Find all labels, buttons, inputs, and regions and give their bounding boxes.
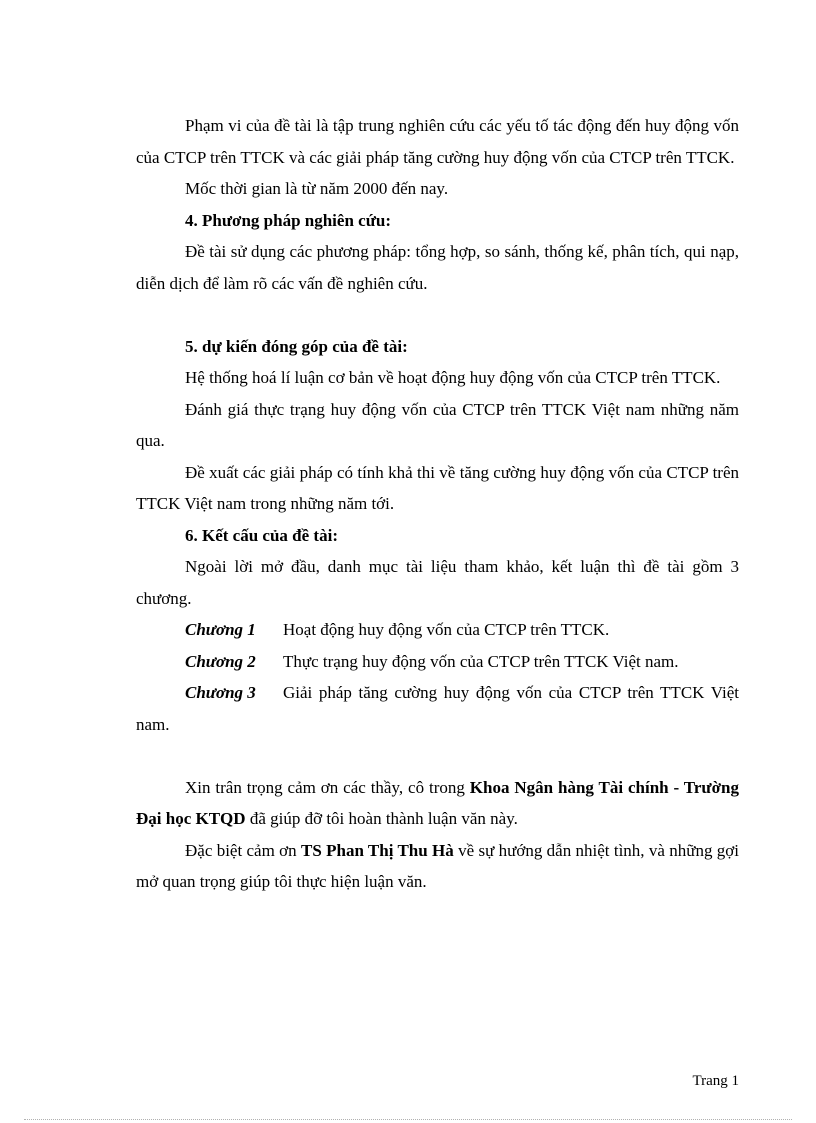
thanks-advisor-after: về sự hướng dẫn nhiệt tình, và những gợi mở quan trọng giúp tôi thực hiện luận văn. xyxy=(136,840,739,891)
thanks-advisor-before: Đặc biệt cảm ơn xyxy=(185,840,301,860)
heading-structure: 6. Kết cấu của đề tài: xyxy=(185,525,338,545)
blank-line xyxy=(136,299,739,331)
paragraph-time: Mốc thời gian là từ năm 2000 đến nay. xyxy=(185,179,449,198)
paragraph-thanks-advisor xyxy=(136,835,739,898)
chapter-3-title: Giải pháp tăng cường huy động vốn của CTCP trên TTCK Việt nam. xyxy=(136,683,739,734)
chapter-2 xyxy=(136,646,739,678)
thanks-faculty-after: đã giúp đỡ tôi hoàn thành luận văn này. xyxy=(245,809,518,828)
chapter-2-label: Chương 2 xyxy=(185,651,256,671)
thanks-advisor-name: TS Phan Thị Thu Hà xyxy=(300,840,454,860)
chapter-2-title: Thực trạng huy động vốn của CTCP trên TTCK Việt nam. xyxy=(283,651,679,671)
paragraph-scope: Phạm vi của đề tài là tập trung nghiên cứu các yếu tố tác động đến huy động vốn của CTCP trên TTCK và các giải pháp tăng cường huy động vốn của CTCP trên TTCK. xyxy=(136,116,739,167)
thanks-faculty-name: Khoa Ngân hàng Tài chính - Trường Đại học KTQD xyxy=(136,777,739,828)
page-number: Trang 1 xyxy=(692,1073,739,1089)
paragraph-contribution-1: Hệ thống hoá lí luận cơ bản về hoạt động huy động vốn của CTCP trên TTCK. xyxy=(185,368,721,387)
chapter-1-label: Chương 1 xyxy=(185,620,256,639)
paragraph-contribution-2: Đánh giá thực trạng huy động vốn của CTCP trên TTCK Việt nam những năm qua. xyxy=(136,399,739,450)
chapter-1-title: Hoạt động huy động vốn của CTCP trên TTCK. xyxy=(283,620,610,639)
body-text xyxy=(136,110,739,898)
heading-expected-contribution: 5. dự kiến đóng góp của đề tài: xyxy=(185,336,408,356)
paragraph-structure: Ngoài lời mở đầu, danh mục tài liệu tham khảo, kết luận thì đề tài gồm 3 chương. xyxy=(136,557,739,608)
chapter-3 xyxy=(136,677,739,740)
blank-line xyxy=(136,740,739,772)
paragraph-thanks-faculty xyxy=(136,772,739,835)
footer-divider xyxy=(24,1119,792,1120)
paragraph-method: Đề tài sử dụng các phương pháp: tổng hợp, so sánh, thống kế, phân tích, qui nạp, diễn dịch để làm rõ các vấn đề nghiên cứu. xyxy=(136,242,739,293)
chapter-3-label: Chương 3 xyxy=(185,683,256,702)
paragraph-contribution-3: Đề xuất các giải pháp có tính khả thi về tăng cường huy động vốn của CTCP trên TTCK Việt nam trong những năm tới. xyxy=(136,462,739,513)
chapter-1 xyxy=(136,614,739,646)
heading-research-method: 4. Phương pháp nghiên cứu: xyxy=(185,210,392,230)
thanks-faculty-before: Xin trân trọng cảm ơn các thầy, cô trong xyxy=(185,777,470,797)
